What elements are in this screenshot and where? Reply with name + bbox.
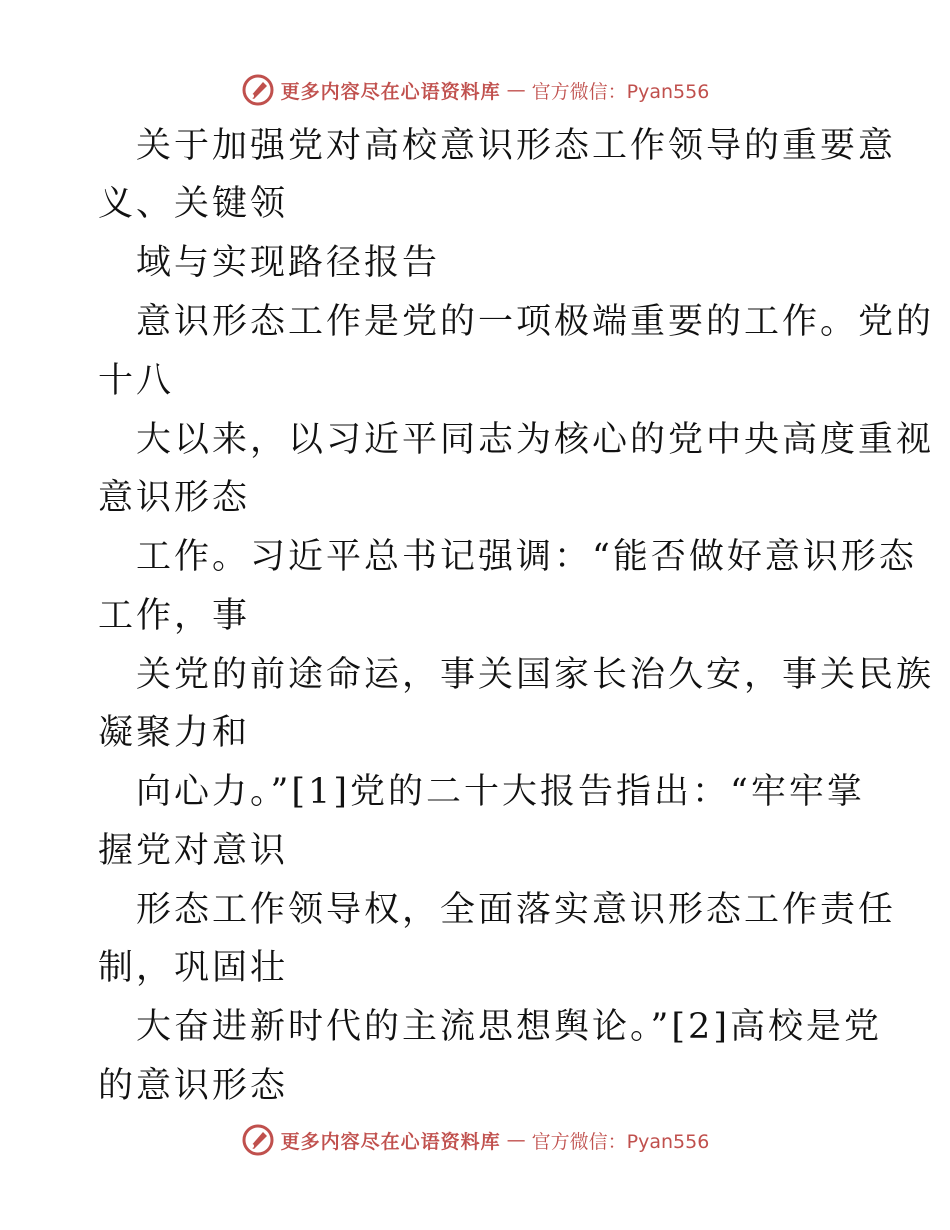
text-line: 关于加强党对高校意识形态工作领导的重要意 [136,126,897,166]
text-line: 的意识形态 [98,1066,289,1106]
banner-text: 更多内容尽在心语资料库 [280,1130,501,1153]
banner-wechat: 官方微信：Pyan556 [531,1130,710,1153]
text-line: 意识形态工作是党的一项极端重要的工作。党的 [136,302,935,342]
text-line: 十八 [98,361,175,401]
banner-wechat: 官方微信：Pyan556 [531,80,710,103]
text-line: 大以来，以习近平同志为核心的党中央高度重视 [136,420,935,460]
text-line: 域与实现路径报告 [136,243,441,283]
text-line: 大奋进新时代的主流思想舆论。”[2]高校是党 [136,1007,882,1047]
text-line: 工作。习近平总书记强调：“能否做好意识形态 [136,537,917,577]
text-line: 凝聚力和 [98,713,251,753]
text-line: 形态工作领导权，全面落实意识形态工作责任 [136,890,897,930]
header-banner [0,70,950,110]
logo-icon [241,1123,275,1157]
banner-separator: — [506,1129,526,1151]
logo-icon [241,73,275,107]
footer-banner [0,1120,950,1160]
text-line: 制，巩固壮 [98,948,289,988]
text-line: 关党的前途命运，事关国家长治久安，事关民族 [136,655,935,695]
banner-text: 更多内容尽在心语资料库 [280,80,501,103]
text-line: 工作，事 [98,596,251,636]
banner-separator: — [506,79,526,101]
text-line: 向心力。”[1]党的二十大报告指出：“牢牢掌 [136,772,865,812]
text-line: 意识形态 [98,478,251,518]
text-line: 握党对意识 [98,831,289,871]
text-line: 义、关键领 [98,184,289,224]
